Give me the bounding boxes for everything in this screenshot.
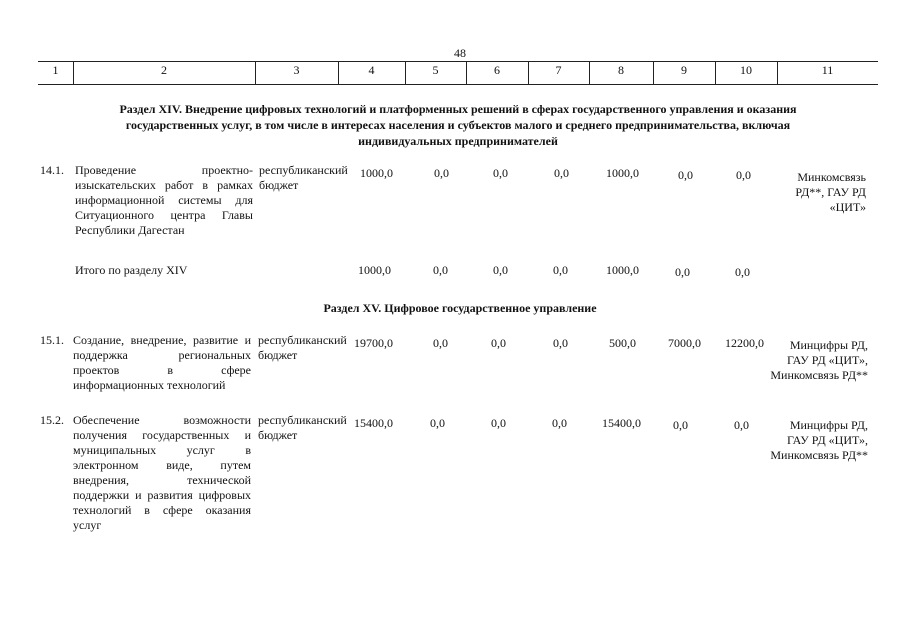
row-source: республиканский бюджет (258, 333, 347, 362)
value-cell: 0,0 (493, 166, 508, 180)
column-header: 6 (494, 63, 500, 77)
column-header: 10 (740, 63, 752, 77)
value-cell: 0,0 (673, 418, 688, 432)
value-cell: 12200,0 (725, 336, 764, 350)
section-total-label: Итого по разделу XIV (75, 263, 188, 277)
column-header: 1 (52, 63, 59, 77)
row-number: 15.2. (40, 413, 64, 427)
value-cell: 0,0 (552, 416, 567, 430)
row-source: республиканский бюджет (259, 163, 348, 192)
value-cell: 0,0 (491, 336, 506, 350)
value-cell: 0,0 (554, 166, 569, 180)
row-executor: Минкомсвязь РД**, ГАУ РД «ЦИТ» (795, 170, 866, 214)
row-number: 14.1. (40, 163, 64, 177)
value-cell: 0,0 (430, 416, 445, 430)
value-cell: 0,0 (736, 168, 751, 182)
value-cell: 0,0 (678, 168, 693, 182)
column-header: 3 (293, 63, 300, 77)
value-cell: 0,0 (491, 416, 506, 430)
total-value-cell: 0,0 (675, 265, 690, 279)
total-value-cell: 0,0 (433, 263, 448, 277)
row-name: Создание, внедрение, развитие и поддержка региональных проектов в сфере информационных технологий (73, 333, 251, 392)
value-cell: 15400,0 (354, 416, 393, 430)
total-value-cell: 0,0 (553, 263, 568, 277)
row-number: 15.1. (40, 333, 64, 347)
section-title: Раздел XV. Цифровое государственное управление (323, 301, 597, 315)
value-cell: 1000,0 (606, 166, 639, 180)
value-cell: 500,0 (609, 336, 636, 350)
value-cell: 1000,0 (360, 166, 393, 180)
value-cell: 0,0 (553, 336, 568, 350)
row-name: Обеспечение возможности получения государственных и муниципальных услуг в электронном виде, путем внедрения, технической поддержки и развития цифровых технологий в сфере оказания услуг (73, 413, 251, 532)
total-value-cell: 1000,0 (606, 263, 639, 277)
total-value-cell: 1000,0 (358, 263, 391, 277)
value-cell: 15400,0 (602, 416, 641, 430)
total-value-cell: 0,0 (493, 263, 508, 277)
total-value-cell: 0,0 (735, 265, 750, 279)
value-cell: 0,0 (734, 418, 749, 432)
value-cell: 7000,0 (668, 336, 701, 350)
row-executor: Минцифры РД, ГАУ РД «ЦИТ», Минкомсвязь РД** (770, 418, 868, 462)
column-header: 7 (555, 63, 562, 77)
column-header: 9 (681, 63, 687, 77)
column-header: 4 (368, 63, 375, 77)
column-header: 8 (618, 63, 624, 77)
value-cell: 0,0 (433, 336, 448, 350)
page-number: 48 (454, 46, 466, 60)
row-name: Проведение проектно-изыскательских работ в рамках информационной системы для Ситуационного центра Главы Республики Дагестан (75, 163, 253, 237)
value-cell: 0,0 (434, 166, 449, 180)
column-header: 2 (161, 63, 167, 77)
column-header: 11 (821, 63, 834, 77)
header-top-border (38, 61, 878, 62)
value-cell: 19700,0 (354, 336, 393, 350)
row-executor: Минцифры РД, ГАУ РД «ЦИТ», Минкомсвязь РД** (770, 338, 868, 382)
column-header: 5 (432, 63, 439, 77)
row-source: республиканский бюджет (258, 413, 347, 442)
header-bottom-border (38, 84, 878, 85)
section-title: Раздел XIV. Внедрение цифровых технологий и платформенных решений в сферах государственного управления и оказания государственных услуг, в том числе в интересах населения и субъектов малого и среднего предпринимательства, включая индивидуальных предпринимателей (119, 102, 797, 148)
